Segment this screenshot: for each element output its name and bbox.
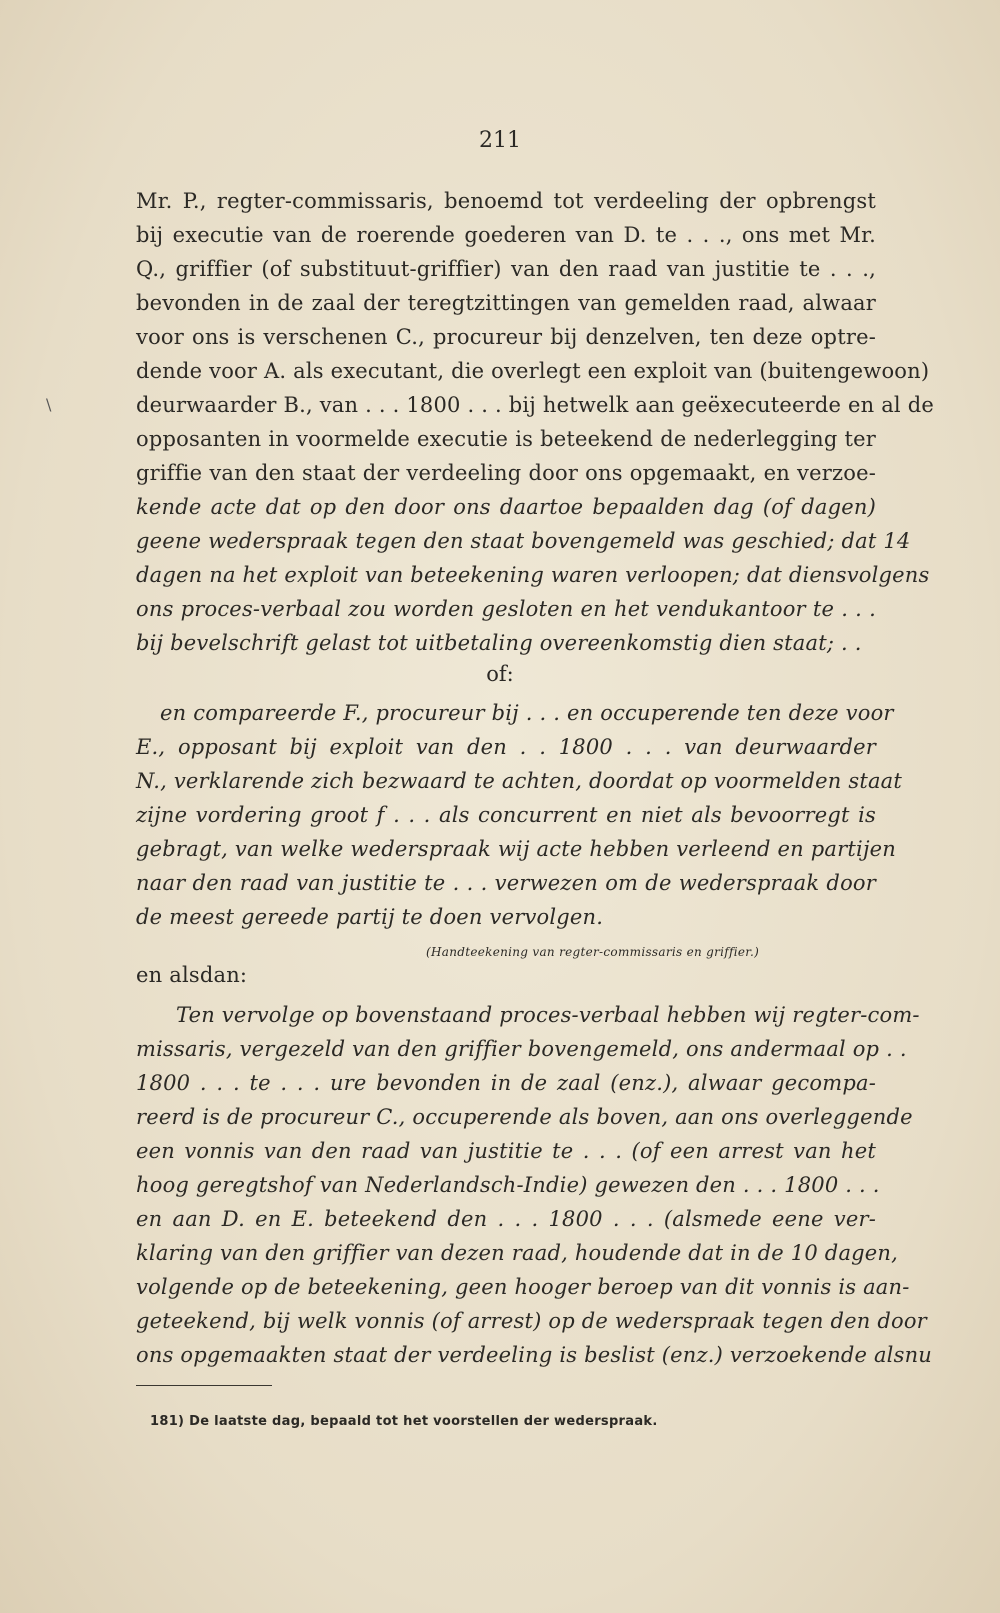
text-line: N., verklarende zich bezwaard te achten, doordat op voormelden staat xyxy=(136,769,903,793)
text-line: 1800 . . . te . . . ure bevonden in de zaal (enz.), alwaar gecompa- xyxy=(136,1071,876,1095)
text-line: geteekend, bij welk vonnis (of arrest) op de wederspraak tegen den door xyxy=(136,1309,927,1333)
text-line: dende voor A. als executant, die overlegt een exploit van (buitengewoon) xyxy=(136,359,930,383)
text-line: hoog geregtshof van Nederlandsch-Indie) gewezen den . . . 1800 . . . xyxy=(136,1173,880,1197)
of-label: of: xyxy=(486,662,514,686)
text-line: E., opposant bij exploit van den . . 1800 . . . van deurwaarder xyxy=(136,735,876,759)
text-line: geene wederspraak tegen den staat bovengemeld was geschied; dat 14 xyxy=(136,529,911,553)
text-line: bij executie van de roerende goederen van D. te . . ., ons met Mr. xyxy=(136,223,876,247)
text-line: kende acte dat op den door ons daartoe bepaalden dag (of dagen) xyxy=(136,495,876,519)
text-line: klaring van den griffier van dezen raad, houdende dat in de 10 dagen, xyxy=(136,1241,899,1265)
text-line: de meest gereede partij te doen vervolgen. xyxy=(136,905,604,929)
text-line: Ten vervolge op bovenstaand proces-verbaal hebben wij regter-com- xyxy=(176,1003,920,1027)
text-line: deurwaarder B., van . . . 1800 . . . bij hetwelk aan geëxecuteerde en al de xyxy=(136,393,934,417)
footnote-rule xyxy=(136,1385,272,1386)
en-alsdan: en alsdan: xyxy=(136,963,248,987)
text-line: griffie van den staat der verdeeling door ons opgemaakt, en verzoe- xyxy=(136,461,876,485)
text-line: bij bevelschrift gelast tot uitbetaling overeenkomstig dien staat; . . xyxy=(136,631,862,655)
text-line: Mr. P., regter-commissaris, benoemd tot verdeeling der opbrengst xyxy=(136,189,876,213)
text-line: ons proces-verbaal zou worden gesloten en het vendukantoor te . . . xyxy=(136,597,876,621)
text-line: een vonnis van den raad van justitie te . . . (of een arrest van het xyxy=(136,1139,876,1163)
text-line: en compareerde F., procureur bij . . . en occuperende ten deze voor xyxy=(160,701,894,725)
footnote: 181) De laatste dag, bepaald tot het voorstellen der wederspraak. xyxy=(150,1414,658,1429)
text-line: opposanten in voormelde executie is beteekend de nederlegging ter xyxy=(136,427,876,451)
text-line: zijne vordering groot f . . . als concurrent en niet als bevoorregt is xyxy=(136,803,876,827)
page-number: 211 xyxy=(479,128,521,153)
margin-mark: \ xyxy=(46,395,52,414)
text-line: ons opgemaakten staat der verdeeling is beslist (enz.) verzoekende alsnu xyxy=(136,1343,933,1367)
text-line: dagen na het exploit van beteekening waren verloopen; dat diensvolgens xyxy=(136,563,930,587)
text-line: bevonden in de zaal der teregtzittingen van gemelden raad, alwaar xyxy=(136,291,876,315)
text-line: naar den raad van justitie te . . . verwezen om de wederspraak door xyxy=(136,871,876,895)
text-line: reerd is de procureur C., occuperende als boven, aan ons overleggende xyxy=(136,1105,913,1129)
text-line: volgende op de beteekening, geen hooger beroep van dit vonnis is aan- xyxy=(136,1275,910,1299)
text-line: missaris, vergezeld van den griffier bovengemeld, ons andermaal op . . xyxy=(136,1037,907,1061)
text-line: en aan D. en E. beteekend den . . . 1800 . . . (alsmede eene ver- xyxy=(136,1207,876,1231)
signature-note: (Handteekening van regter-commissaris en griffier.) xyxy=(426,945,760,959)
text-line: gebragt, van welke wederspraak wij acte hebben verleend en partijen xyxy=(136,837,897,861)
text-line: Q., griffier (of substituut-griffier) van den raad van justitie te . . ., xyxy=(136,257,876,281)
text-line: voor ons is verschenen C., procureur bij denzelven, ten deze optre- xyxy=(136,325,876,349)
